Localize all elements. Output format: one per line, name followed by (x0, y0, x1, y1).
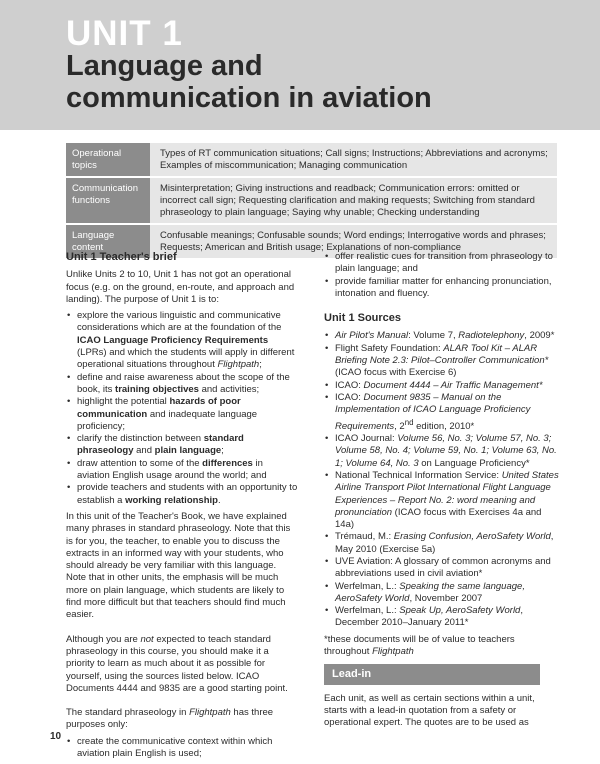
purpose-list (66, 310, 298, 507)
sources-note: *these documents will be of value to teachers throughout Flightpath (324, 633, 515, 658)
list-item: • explore the various linguistic and communicative considerations which are at the foundation of the ICAO Language Proficiency Requirements (LPRs) and which the students will apply in different operational situations throughout Flightpath; (66, 310, 298, 371)
left-column (66, 251, 298, 764)
title-line-1: Language and (66, 50, 263, 82)
source-item: • Flight Safety Foundation: ALAR Tool Kit – ALAR Briefing Note 2.3: Pilot–Controller Communication* (ICAO focus with Exercise 6) (324, 343, 560, 380)
source-item: • National Technical Information Service: United States Airline Transport Pilot International Flight Language Experiences – Report No. 2: word meaning and pronunciation (ICAO focus with Exercises 4a and 14a) (324, 470, 560, 531)
list-item: • define and raise awareness about the scope of the book, its training objectives and activities; (66, 372, 298, 397)
source-item: • Werfelman, L.: Speaking the same language, AeroSafety World, November 2007 (324, 581, 560, 606)
right-column (324, 251, 560, 734)
list-item: • draw attention to some of the differences in aviation English usage around the world; and (66, 458, 298, 483)
page-number: 10 (50, 731, 62, 742)
teachers-brief-heading: Unit 1 Teacher's brief (66, 251, 177, 263)
brief-paragraph: In this unit of the Teacher's Book, we have explained many phrases in standard phraseology. Note that this is for you, the teacher, to enable you to discuss the extracts in an informed way with your students, who should already be very familiar with this language. Note that in other units, the emphasis will be much more on plain language, which students are likely to find more difficult but that teachers should find much easier. (66, 510, 291, 621)
source-item: • Werfelman, L.: Speak Up, AeroSafety World, December 2010–January 2011* (324, 605, 560, 630)
sources-list (324, 330, 560, 629)
row-value: Misinterpretation; Giving instructions and readback; Communication errors: omitted or incorrect call sign; Requesting clarification and making requests; Switching from standard phraseology to plain language; Saying why unable; Checking understanding (150, 177, 557, 224)
row-value: Types of RT communication situations; Call signs; Instructions; Abbreviations and acronyms; Examples of miscommunication; Managing communication (150, 143, 557, 177)
lead-in-heading: Lead-in (324, 664, 540, 684)
source-item: • ICAO: Document 4444 – Air Traffic Management* (324, 380, 560, 392)
spacer (324, 304, 560, 312)
row-value: Confusable meanings; Confusable sounds; Word endings; Interrogative words and phrases; Requests; American and British usage; Explanations of non-compliance (150, 224, 557, 259)
unit-label: UNIT 1 (66, 14, 183, 53)
source-item: • ICAO: Document 9835 – Manual on the Implementation of ICAO Language Proficiency Requirements, 2nd edition, 2010* (324, 392, 560, 433)
phraseology-purpose-list (66, 736, 298, 761)
table-row (66, 177, 557, 224)
phraseology-purpose-list-continued (324, 251, 560, 300)
table-row (66, 143, 557, 177)
spacer (66, 699, 298, 707)
brief-paragraph: Although you are not expected to teach standard phraseology in this course, you should make it a priority to learn as much about it as possible for yourself, using the sources listed below. ICAO Documents 4444 and 9835 are a good starting point. (66, 633, 288, 694)
list-item: • offer realistic cues for transition from phraseology to plain language; and (324, 251, 560, 276)
list-item: • create the communicative context within which aviation plain English is used; (66, 736, 298, 761)
sources-heading: Unit 1 Sources (324, 312, 402, 325)
list-item: • provide teachers and students with an opportunity to establish a working relationship. (66, 482, 298, 507)
list-item: • highlight the potential hazards of poor communication and inadequate language proficiency; (66, 396, 298, 433)
list-item: • clarify the distinction between standard phraseology and plain language; (66, 433, 298, 458)
spacer (66, 626, 298, 634)
lead-in-text: Each unit, as well as certain sections within a unit, starts with a lead-in quotation from a safety or operational expert. The quotes are to be used as (324, 692, 535, 729)
page-title (66, 50, 432, 114)
row-label: Operational topics (66, 143, 150, 177)
source-item: • UVE Aviation: A glossary of common acronyms and abbreviations used in civil aviation* (324, 556, 560, 581)
unit-topics-table (66, 143, 557, 260)
list-item: • provide familiar matter for enhancing pronunciation, intonation and fluency. (324, 276, 560, 301)
row-label: Language content (66, 224, 150, 259)
brief-intro: Unlike Units 2 to 10, Unit 1 has not got an operational focus (e.g. on the ground, en-route, and approach and landing). The purpose of Unit 1 is to: (66, 269, 295, 305)
brief-paragraph: The standard phraseology in Flightpath has three purposes only: (66, 707, 274, 731)
unit-header (0, 0, 600, 130)
source-item: • Trémaud, M.: Erasing Confusion, AeroSafety World, May 2010 (Exercise 5a) (324, 531, 560, 556)
row-label: Communication functions (66, 177, 150, 224)
source-item: • Air Pilot's Manual: Volume 7, Radiotelephony, 2009* (324, 330, 560, 342)
title-line-2: communication in aviation (66, 82, 432, 114)
source-item: • ICAO Journal: Volume 56, No. 3; Volume 57, No. 3; Volume 58, No. 4; Volume 59, No. 1; Volume 63, No. 1; Volume 64, No. 3 on Language Proficiency* (324, 433, 560, 470)
